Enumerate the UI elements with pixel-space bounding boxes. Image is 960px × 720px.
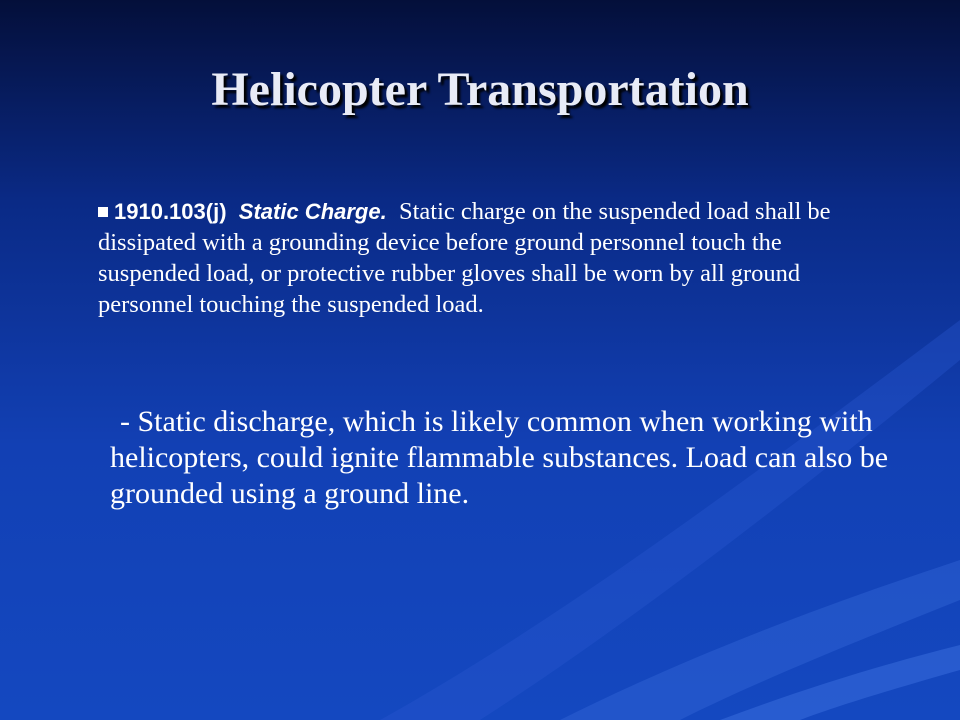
regulation-code: 1910.103(j) [114, 199, 227, 224]
note-paragraph [110, 404, 920, 512]
bullet-item [98, 196, 878, 320]
regulation-text: Static charge on the suspended load shall be dissipated with a grounding device before ground personnel touch the suspended load, or protective rubber gloves shall be worn by all ground personnel touching the suspended load. [98, 198, 831, 318]
slide-title: Helicopter Transportation [211, 63, 749, 116]
square-bullet-icon [98, 207, 108, 217]
note-text: - Static discharge, which is likely common when working with helicopters, could ignite flammable substances. Load can also be grounded using a ground line. [110, 405, 889, 510]
regulation-heading: Static Charge. [238, 199, 387, 224]
